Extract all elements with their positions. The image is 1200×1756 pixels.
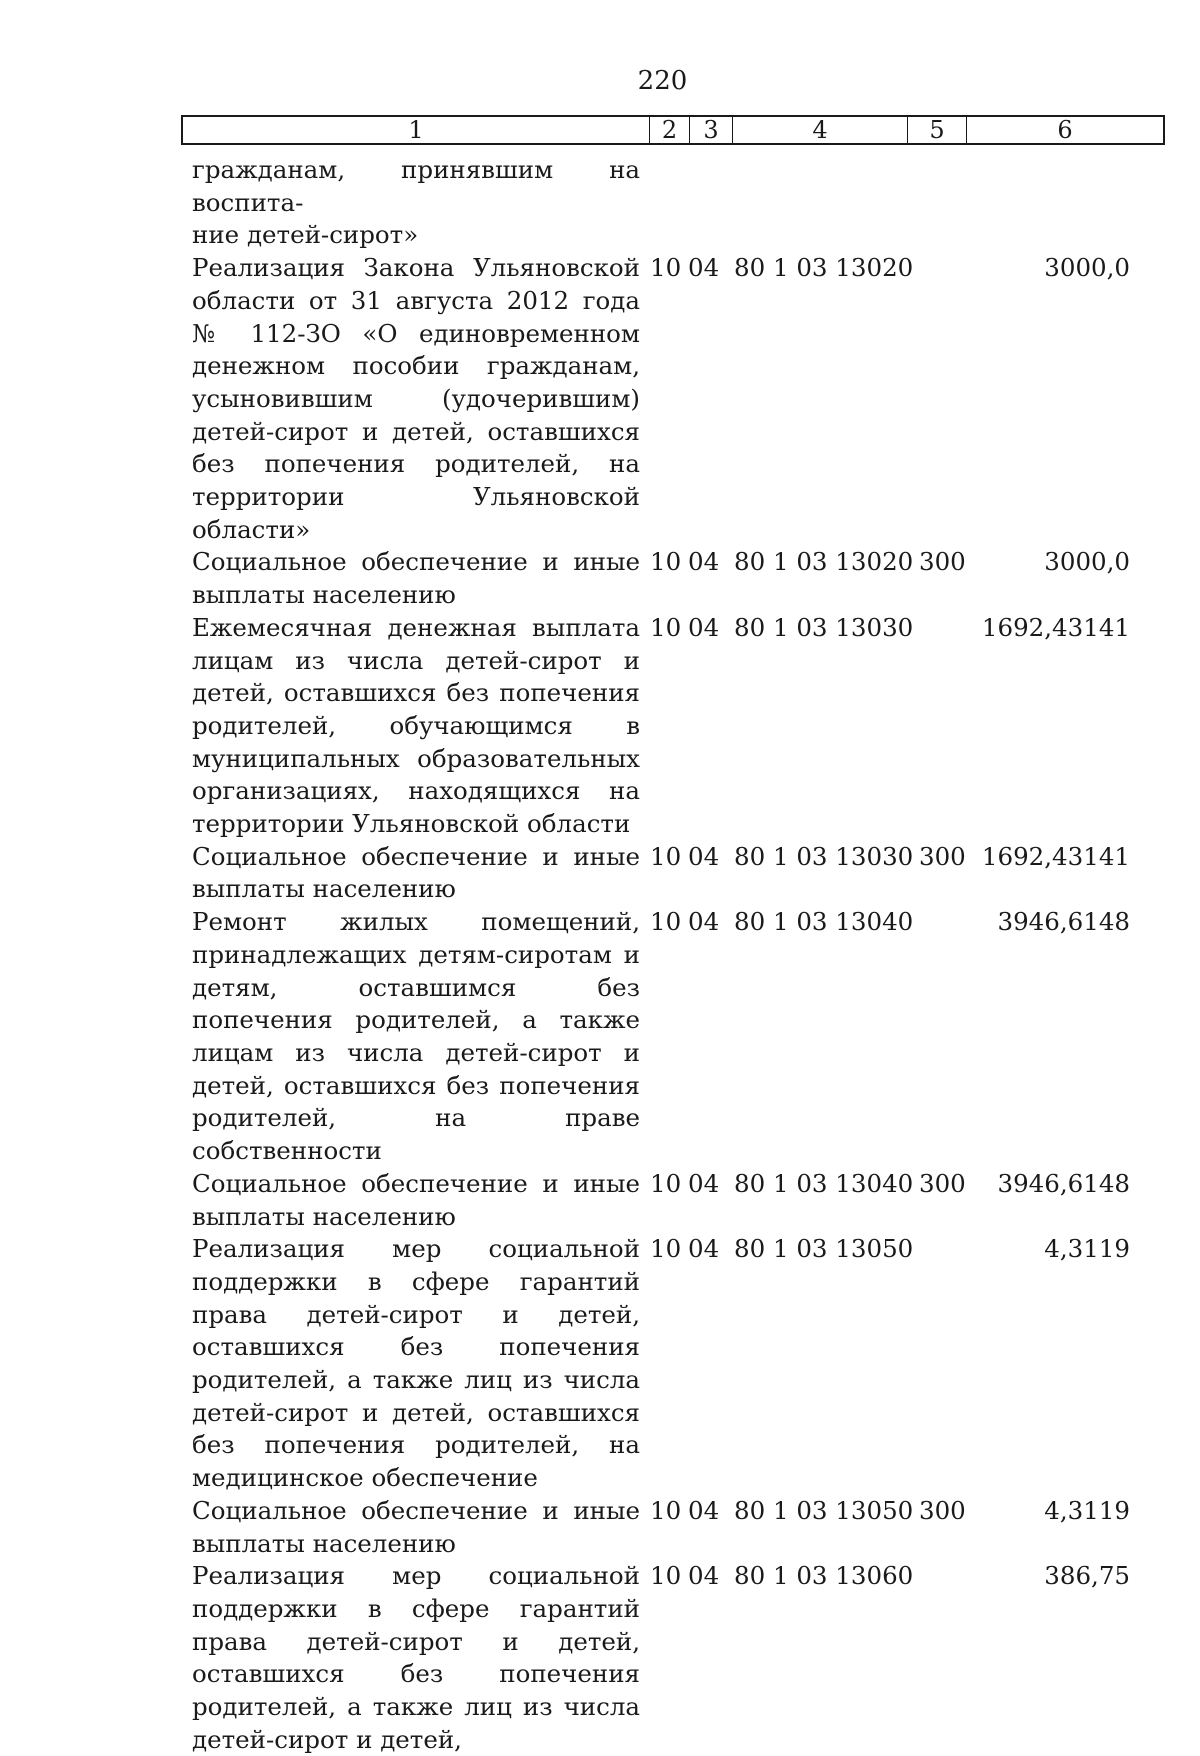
- row-rz: 10: [650, 547, 682, 577]
- row-rz: 10: [650, 612, 682, 642]
- row-vr: 300: [919, 1495, 966, 1525]
- row-pr: 04: [688, 612, 720, 642]
- table-row: [192, 546, 1152, 611]
- row-pr: 04: [688, 1495, 720, 1525]
- row-rz: 10: [650, 253, 682, 283]
- row-vr: 300: [919, 1168, 966, 1198]
- header-col-4: 4: [733, 117, 908, 143]
- header-col-6: 6: [1057, 116, 1073, 144]
- row-cs: 80 1 03 13040: [734, 907, 914, 937]
- table-body: [192, 154, 1152, 1756]
- row-vr: [919, 1233, 967, 1266]
- row-rz: 10: [650, 1495, 682, 1525]
- row-sum: 4,3119: [1044, 1495, 1130, 1525]
- table-row: [192, 252, 1152, 546]
- row-pr: 04: [688, 1234, 720, 1264]
- table-row: [192, 612, 1152, 841]
- row-cs: 80 1 03 13030: [734, 841, 914, 871]
- row-rz: 10: [650, 1561, 682, 1591]
- row-pr: 04: [688, 253, 720, 283]
- table-row: [192, 906, 1152, 1168]
- table-header: [181, 115, 1165, 145]
- row-sum: 3946,6148: [997, 907, 1130, 937]
- row-description: Социальное обеспечение и иные выплаты населению: [192, 1495, 640, 1558]
- row-cs: 80 1 03 13060: [734, 1561, 914, 1591]
- header-col-5: 5: [908, 117, 967, 143]
- row-vr: [919, 906, 967, 939]
- table-row: [192, 1168, 1152, 1233]
- row-pr: 04: [688, 547, 720, 577]
- row-cs: 80 1 03 13020: [734, 253, 914, 283]
- row-pr: 04: [688, 841, 720, 871]
- row-description: Реализация мер социальной поддержки в сфере гарантий права детей-сирот и детей, оставшихся без попечения родителей, а также лиц из числа детей-сирот и детей,: [192, 1561, 640, 1754]
- row-rz: 10: [650, 1234, 682, 1264]
- row-rz: 10: [650, 1168, 682, 1198]
- header-col-3: 3: [690, 117, 733, 143]
- row-sum: 3946,6148: [997, 1168, 1130, 1198]
- row-pr: 04: [688, 907, 720, 937]
- row-sum: 386,75: [1044, 1561, 1130, 1591]
- row-vr: [919, 252, 967, 285]
- row-description: Ремонт жилых помещений, принадлежащих детям-сиротам и детям, оставшимся без попечения родителей, а также лицам из числа детей-сирот и детей, оставшихся без попечения родителей, на праве собственности: [192, 907, 640, 1166]
- page-number: 220: [637, 66, 688, 96]
- row-cs: 80 1 03 13050: [734, 1234, 914, 1264]
- row-description: Социальное обеспечение и иные выплаты населению: [192, 841, 640, 904]
- row-vr: 300: [919, 841, 966, 871]
- row-cs: 80 1 03 13050: [734, 1495, 914, 1525]
- table-row: [192, 1495, 1152, 1560]
- table-row: [192, 841, 1152, 906]
- row-cs: 80 1 03 13030: [734, 612, 914, 642]
- table-row: [192, 1233, 1152, 1495]
- row-description: Социальное обеспечение и иные выплаты населению: [192, 547, 640, 610]
- row-sum: 4,3119: [1044, 1234, 1130, 1264]
- row-cs: 80 1 03 13040: [734, 1168, 914, 1198]
- row-sum: 3000,0: [1044, 547, 1130, 577]
- row-pr: 04: [688, 1561, 720, 1591]
- row-description: Реализация Закона Ульяновской области от 31 августа 2012 года № 112-ЗО «О единовременном денежном пособии гражданам, усыновившим (удочерившим) детей-сирот и детей, оставшихся без попечения родителей, на территории Ульяновской области»: [192, 253, 640, 544]
- row-vr: [919, 612, 967, 645]
- row-vr: 300: [919, 547, 966, 577]
- row-pr: 04: [688, 1168, 720, 1198]
- table-row: [192, 1560, 1152, 1756]
- row-rz: 10: [650, 841, 682, 871]
- row-vr: [919, 1560, 967, 1593]
- table-row: [192, 154, 1152, 252]
- row-description: Ежемесячная денежная выплата лицам из числа детей-сирот и детей, оставшихся без попечения родителей, обучающимся в муниципальных образовательных организациях, находящихся на территории Ульяновской области: [192, 612, 640, 839]
- row-description: гражданам, принявшим на воспита- ние детей-сирот»: [192, 155, 640, 250]
- row-sum: 3000,0: [1044, 253, 1130, 283]
- row-description: Социальное обеспечение и иные выплаты населению: [192, 1168, 640, 1231]
- header-col-2: 2: [650, 117, 690, 143]
- row-sum: 1692,43141: [981, 612, 1130, 642]
- row-cs: 80 1 03 13020: [734, 547, 914, 577]
- row-description: Реализация мер социальной поддержки в сфере гарантий права детей-сирот и детей, оставшихся без попечения родителей, а также лиц из числа детей-сирот и детей, оставшихся без попечения родителей, на медицинское обеспечение: [192, 1234, 640, 1493]
- row-rz: 10: [650, 907, 682, 937]
- header-col-1: 1: [183, 117, 650, 143]
- row-sum: 1692,43141: [981, 841, 1130, 871]
